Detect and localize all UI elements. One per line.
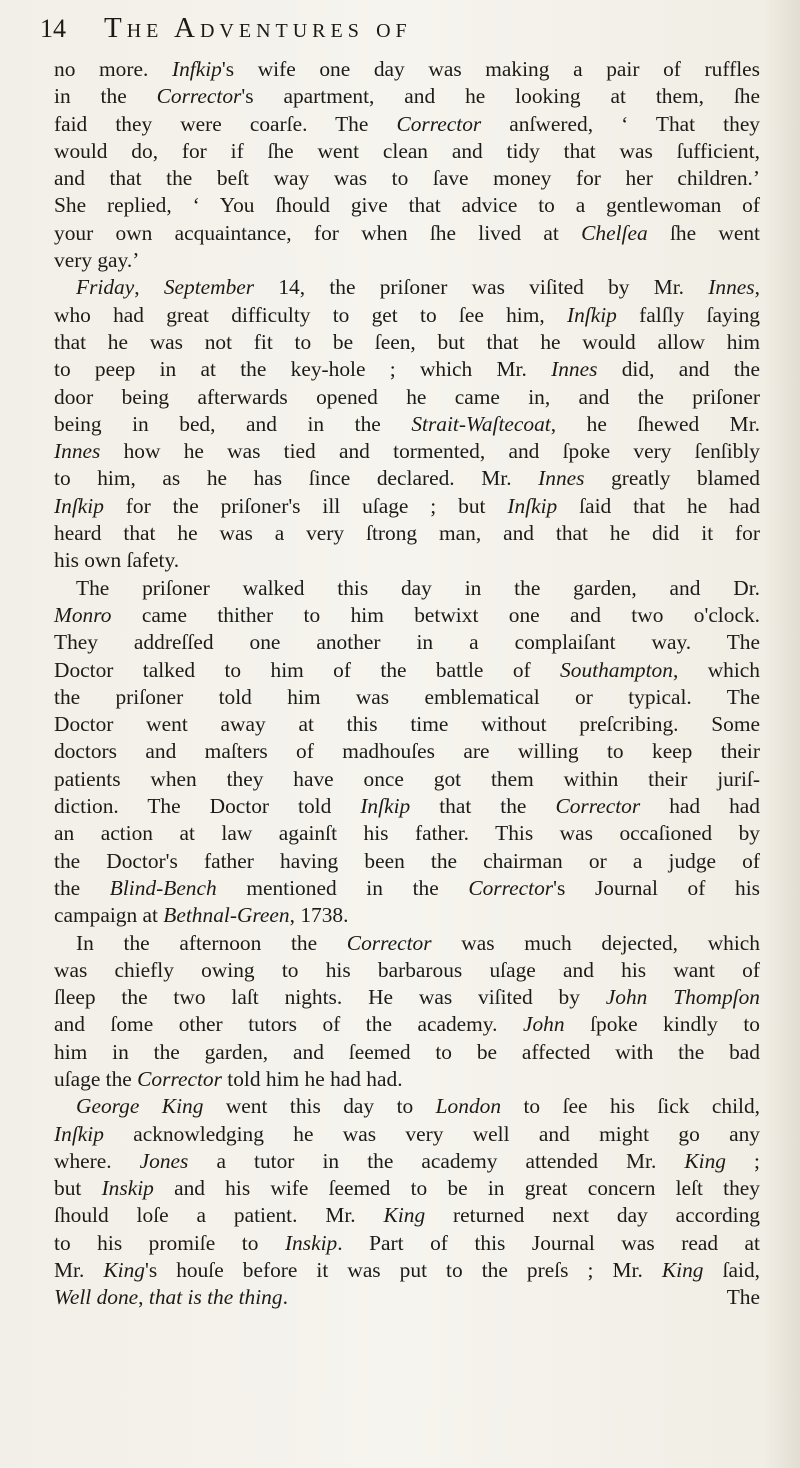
text-segment: Doctor talked to him of the battle of bbox=[54, 657, 561, 682]
text-line bbox=[54, 1093, 760, 1120]
text-segment: ſhe went bbox=[647, 220, 760, 245]
italic-text: Chelſea bbox=[581, 220, 648, 245]
italic-text: Friday bbox=[76, 275, 135, 300]
text-line bbox=[54, 1066, 760, 1093]
text-segment: told him he had had. bbox=[221, 1066, 403, 1091]
italic-text: Bethnal-Green bbox=[163, 903, 290, 928]
text-segment: They addreſſed one another in a complaiſant way. The bbox=[54, 630, 760, 655]
italic-text: Corrector bbox=[346, 930, 432, 955]
italic-text: Corrector bbox=[555, 794, 641, 819]
text-line bbox=[54, 547, 760, 574]
italic-text: Innes bbox=[551, 357, 598, 382]
text-line bbox=[54, 274, 760, 301]
text-segment: doctors and maſters of madhouſes are willing to keep their bbox=[54, 739, 760, 764]
italic-text: King bbox=[383, 1203, 426, 1228]
text-segment: no more. bbox=[54, 57, 172, 81]
italic-text: Innes bbox=[538, 466, 585, 491]
italic-text: Inſkip bbox=[54, 493, 104, 518]
text-segment: ſpoke kindly to bbox=[564, 1012, 761, 1037]
text-segment: , bbox=[138, 1285, 149, 1310]
text-segment: would do, for if ſhe went clean and tidy that was ſufficient, bbox=[54, 138, 760, 163]
text-segment: to his promiſe to bbox=[54, 1230, 285, 1255]
text-segment: in the bbox=[54, 84, 157, 109]
italic-text: September bbox=[163, 275, 255, 300]
text-line bbox=[54, 575, 760, 602]
text-line bbox=[54, 657, 760, 684]
text-segment: , bbox=[754, 275, 760, 300]
text-line bbox=[54, 902, 760, 929]
text-segment: door being afterwards opened he came in, and the priſoner bbox=[54, 384, 760, 409]
text-line bbox=[54, 56, 760, 83]
text-segment: The priſoner walked this day in the garden, and Dr. bbox=[76, 575, 760, 600]
page-number: 14 bbox=[40, 14, 66, 43]
text-segment: to ſee his ſick child, bbox=[501, 1094, 760, 1119]
text-line bbox=[54, 684, 760, 711]
text-segment: the priſoner told him was emblematical or typical. The bbox=[54, 684, 760, 709]
text-segment: 's wife one day was making a pair of ruffles bbox=[221, 57, 760, 81]
text-line bbox=[54, 820, 760, 847]
text-segment: 's houſe before it was put to the preſs ; Mr. bbox=[144, 1258, 662, 1283]
italic-text: Southampton bbox=[560, 657, 673, 682]
text-segment: where. bbox=[54, 1148, 140, 1173]
text-segment: for the priſoner's ill uſage ; but bbox=[103, 493, 508, 518]
text-segment: Doctor went away at this time without preſcribing. Some bbox=[54, 712, 760, 737]
text-segment: greatly blamed bbox=[584, 466, 761, 491]
text-line bbox=[54, 984, 760, 1011]
italic-text: Monro bbox=[54, 602, 112, 627]
text-segment: , which bbox=[672, 657, 760, 682]
text-segment: ; bbox=[725, 1148, 760, 1173]
text-line bbox=[54, 493, 760, 520]
text-line bbox=[54, 1011, 760, 1038]
text-segment: went this day to bbox=[203, 1094, 436, 1119]
text-line bbox=[54, 302, 760, 329]
italic-text: Infkip bbox=[171, 57, 222, 81]
text-segment: ſleep the two laſt nights. He was viſited by bbox=[54, 985, 606, 1010]
text-segment: . bbox=[282, 1285, 288, 1310]
text-segment: a tutor in the academy attended Mr. bbox=[188, 1148, 685, 1173]
text-segment: ſaid that he had bbox=[557, 493, 760, 518]
text-segment: She replied, ‘ You ſhould give that advice to a gentlewoman of bbox=[54, 193, 760, 218]
text-line bbox=[54, 329, 760, 356]
italic-text: King bbox=[661, 1258, 704, 1283]
italic-text: Inſkip bbox=[360, 794, 411, 819]
text-line bbox=[54, 711, 760, 738]
text-segment: uſage the bbox=[54, 1066, 138, 1091]
text-segment: ſhould loſe a patient. Mr. bbox=[54, 1203, 384, 1228]
italic-text: Inſkip bbox=[507, 493, 558, 518]
italic-text: Innes bbox=[54, 439, 101, 464]
text-segment: how he was tied and tormented, and ſpoke very ſenſibly bbox=[100, 439, 760, 464]
text-segment: to him, as he has ſince declared. Mr. bbox=[54, 466, 539, 491]
italic-text: Corrector bbox=[156, 84, 242, 109]
italic-text: Inskip bbox=[101, 1176, 154, 1201]
text-line bbox=[54, 766, 760, 793]
italic-text: Corrector bbox=[468, 875, 554, 900]
text-line bbox=[54, 629, 760, 656]
text-segment: 's apartment, and he looking at them, ſhe bbox=[241, 84, 760, 109]
text-segment: , 1738. bbox=[289, 903, 349, 928]
text-line bbox=[54, 793, 760, 820]
text-segment: the bbox=[54, 875, 110, 900]
text-segment: and his wife ſeemed to be in great concern leſt they bbox=[153, 1176, 760, 1201]
text-line bbox=[54, 384, 760, 411]
text-segment: that he was not fit to be ſeen, but that he would allow him bbox=[54, 329, 760, 354]
text-line bbox=[54, 83, 760, 110]
text-line bbox=[54, 1202, 760, 1229]
italic-text: Well done bbox=[54, 1285, 139, 1310]
text-line bbox=[54, 602, 760, 629]
text-segment: , bbox=[134, 275, 164, 300]
italic-text: King bbox=[684, 1148, 726, 1173]
text-line bbox=[54, 1257, 760, 1284]
italic-text: Inſkip bbox=[566, 302, 617, 327]
text-line bbox=[54, 875, 760, 902]
text-line bbox=[54, 411, 760, 438]
italic-text: King bbox=[103, 1258, 145, 1283]
text-line bbox=[54, 165, 760, 192]
text-line bbox=[54, 520, 760, 547]
text-segment: acknowledging he was very well and might go any bbox=[103, 1121, 760, 1146]
text-segment: that the bbox=[410, 794, 556, 819]
text-line bbox=[54, 957, 760, 984]
text-segment: 14, the priſoner was viſited by Mr. bbox=[254, 275, 709, 300]
text-segment: mentioned in the bbox=[216, 875, 469, 900]
text-line bbox=[54, 220, 760, 247]
text-segment: diction. The Doctor told bbox=[54, 794, 361, 819]
text-segment: was much dejected, which bbox=[431, 930, 760, 955]
italic-text: Innes bbox=[708, 275, 755, 300]
text-line bbox=[54, 1039, 760, 1066]
text-line bbox=[54, 848, 760, 875]
text-segment: . Part of this Journal was read at bbox=[337, 1230, 760, 1255]
italic-text: Corrector bbox=[396, 111, 482, 136]
body-text bbox=[54, 56, 760, 1312]
text-segment: but bbox=[54, 1176, 102, 1201]
text-segment: , he ſhewed Mr. bbox=[550, 411, 760, 436]
text-line bbox=[54, 1121, 760, 1148]
text-segment: an action at law againſt his father. This was occaſioned by bbox=[54, 821, 760, 846]
catchword: The bbox=[726, 1285, 760, 1310]
final-line bbox=[54, 1284, 760, 1311]
page-edge-shadow bbox=[764, 0, 800, 1468]
italic-text: John Thompſon bbox=[605, 985, 760, 1010]
text-line bbox=[54, 1230, 760, 1257]
text-segment: to peep in at the key-hole ; which Mr. bbox=[54, 357, 552, 382]
text-segment: being in bed, and in the bbox=[54, 411, 412, 436]
page-header bbox=[40, 10, 760, 50]
text-segment: 's Journal of his bbox=[553, 875, 760, 900]
text-line bbox=[54, 438, 760, 465]
text-segment: anſwered, ‘ That they bbox=[481, 111, 761, 136]
italic-text: Jones bbox=[139, 1148, 189, 1173]
text-segment: was chiefly owing to his barbarous uſage and his want of bbox=[54, 957, 760, 982]
text-line bbox=[54, 930, 760, 957]
text-segment: came thither to him betwixt one and two o'clock. bbox=[111, 602, 760, 627]
text-line bbox=[54, 738, 760, 765]
text-segment: Mr. bbox=[54, 1258, 104, 1283]
text-line bbox=[54, 1148, 760, 1175]
text-segment: his own ſafety. bbox=[54, 548, 180, 573]
text-segment: returned next day according bbox=[425, 1203, 761, 1228]
text-segment: falſly ſaying bbox=[616, 302, 760, 327]
italic-text: Inſkip bbox=[54, 1121, 104, 1146]
text-segment: him in the garden, and ſeemed to be affected with the bad bbox=[54, 1039, 760, 1064]
text-segment: and that the beſt way was to ſave money for her children.’ bbox=[54, 166, 760, 191]
italic-text: Blind-Bench bbox=[109, 875, 217, 900]
text-segment: very gay.’ bbox=[54, 248, 140, 273]
italic-text: John bbox=[522, 1012, 565, 1037]
text-line bbox=[54, 138, 760, 165]
text-line bbox=[54, 356, 760, 383]
text-segment: the Doctor's father having been the chairman or a judge of bbox=[54, 848, 760, 873]
text-segment: and ſome other tutors of the academy. bbox=[54, 1012, 523, 1037]
text-segment: patients when they have once got them within their juriſ- bbox=[54, 766, 760, 791]
text-segment: did, and the bbox=[597, 357, 760, 382]
text-line bbox=[54, 192, 760, 219]
text-segment: faid they were coarſe. The bbox=[54, 111, 397, 136]
text-line bbox=[54, 465, 760, 492]
text-segment: ſaid, bbox=[703, 1258, 760, 1283]
text-segment: campaign at bbox=[54, 903, 164, 928]
italic-text: that is the thing bbox=[148, 1285, 283, 1310]
text-segment: your own acquaintance, for when ſhe lived at bbox=[54, 220, 582, 245]
italic-text: London bbox=[435, 1094, 502, 1119]
running-head: The Adventures of bbox=[104, 12, 412, 44]
text-line bbox=[54, 111, 760, 138]
text-segment: had had bbox=[640, 794, 760, 819]
italic-text: Strait-Waſtecoat bbox=[411, 411, 551, 436]
text-line bbox=[54, 1175, 760, 1202]
italic-text: Inskip bbox=[284, 1230, 338, 1255]
text-segment: who had great difficulty to get to ſee him, bbox=[54, 302, 567, 327]
text-segment: heard that he was a very ſtrong man, and that he did it for bbox=[54, 521, 760, 546]
text-segment: In the afternoon the bbox=[76, 930, 347, 955]
text-line bbox=[54, 247, 760, 274]
italic-text: Corrector bbox=[137, 1066, 222, 1091]
italic-text: George King bbox=[76, 1094, 204, 1119]
